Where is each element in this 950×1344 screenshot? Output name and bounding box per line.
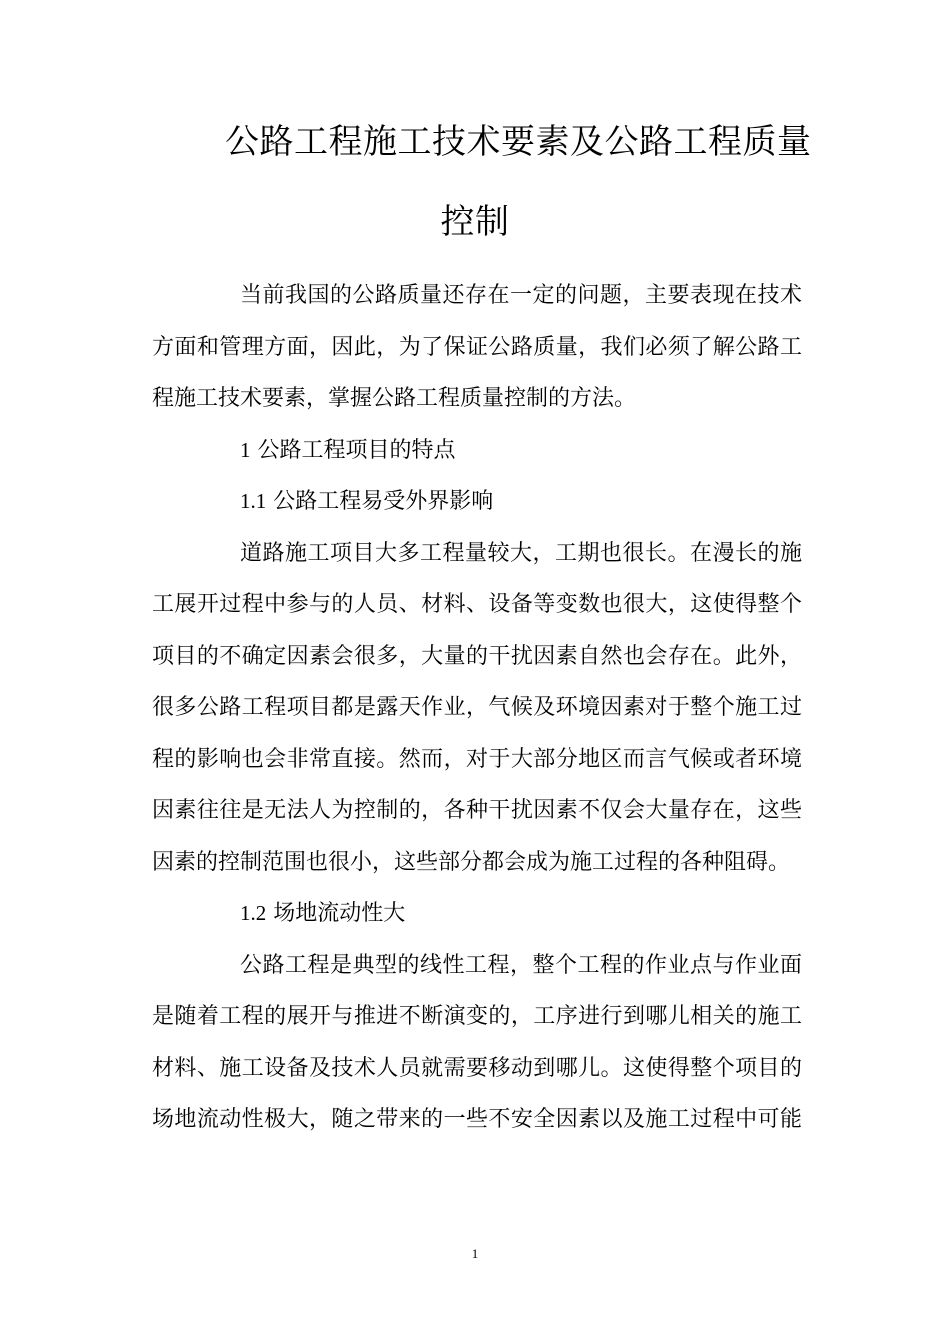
paragraph-line: 方面和管理方面，因此，为了保证公路质量，我们必须了解公路工	[152, 334, 802, 360]
paragraph-line: 道路施工项目大多工程量较大，工期也很长。在漫长的施	[240, 540, 802, 566]
paragraph-line: 因素的控制范围也很小，这些部分都会成为施工过程的各种阻碍。	[152, 849, 791, 875]
paragraph-line: 程的影响也会非常直接。然而，对于大部分地区而言气候或者环境	[152, 746, 802, 772]
section-heading-1-2	[152, 888, 802, 940]
document-title-line1: 公路工程施工技术要素及公路工程质量	[225, 122, 812, 162]
paragraph-line: 当前我国的公路质量还存在一定的问题，主要表现在技术	[240, 283, 802, 308]
paragraph-line: 公路工程是典型的线性工程，整个工程的作业点与作业面	[240, 952, 802, 978]
section-heading-1	[152, 425, 802, 477]
section-number: 1	[240, 437, 251, 462]
section-heading-1-1	[152, 476, 802, 528]
section-number: 1.1	[240, 489, 267, 513]
paragraph-line: 程施工技术要素，掌握公路工程质量控制的方法。	[152, 386, 637, 411]
paragraph-line: 场地流动性极大，随之带来的一些不安全因素以及施工过程中可能	[152, 1107, 802, 1132]
section-title: 场地流动性大	[273, 901, 406, 926]
paragraph-line: 项目的不确定因素会很多，大量的干扰因素自然也会存在。此外，	[152, 643, 802, 669]
paragraph-line: 材料、施工设备及技术人员就需要移动到哪儿。这使得整个项目的	[152, 1055, 802, 1081]
section-title: 公路工程易受外界影响	[273, 489, 494, 514]
document-title-line2: 控制	[440, 202, 510, 242]
section-title: 公路工程项目的特点	[257, 437, 456, 463]
paragraph-line: 是随着工程的展开与推进不断演变的，工序进行到哪儿相关的施工	[152, 1004, 802, 1029]
page-number: 1	[471, 1246, 479, 1261]
document-body	[152, 270, 802, 1146]
paragraph-line: 因素往往是无法人为控制的，各种干扰因素不仅会大量存在，这些	[152, 798, 802, 823]
paragraph-line: 很多公路工程项目都是露天作业，气候及环境因素对于整个施工过	[152, 695, 802, 720]
paragraph-line: 工展开过程中参与的人员、材料、设备等变数也很大，这使得整个	[152, 592, 802, 617]
section-number: 1.2	[240, 901, 267, 925]
